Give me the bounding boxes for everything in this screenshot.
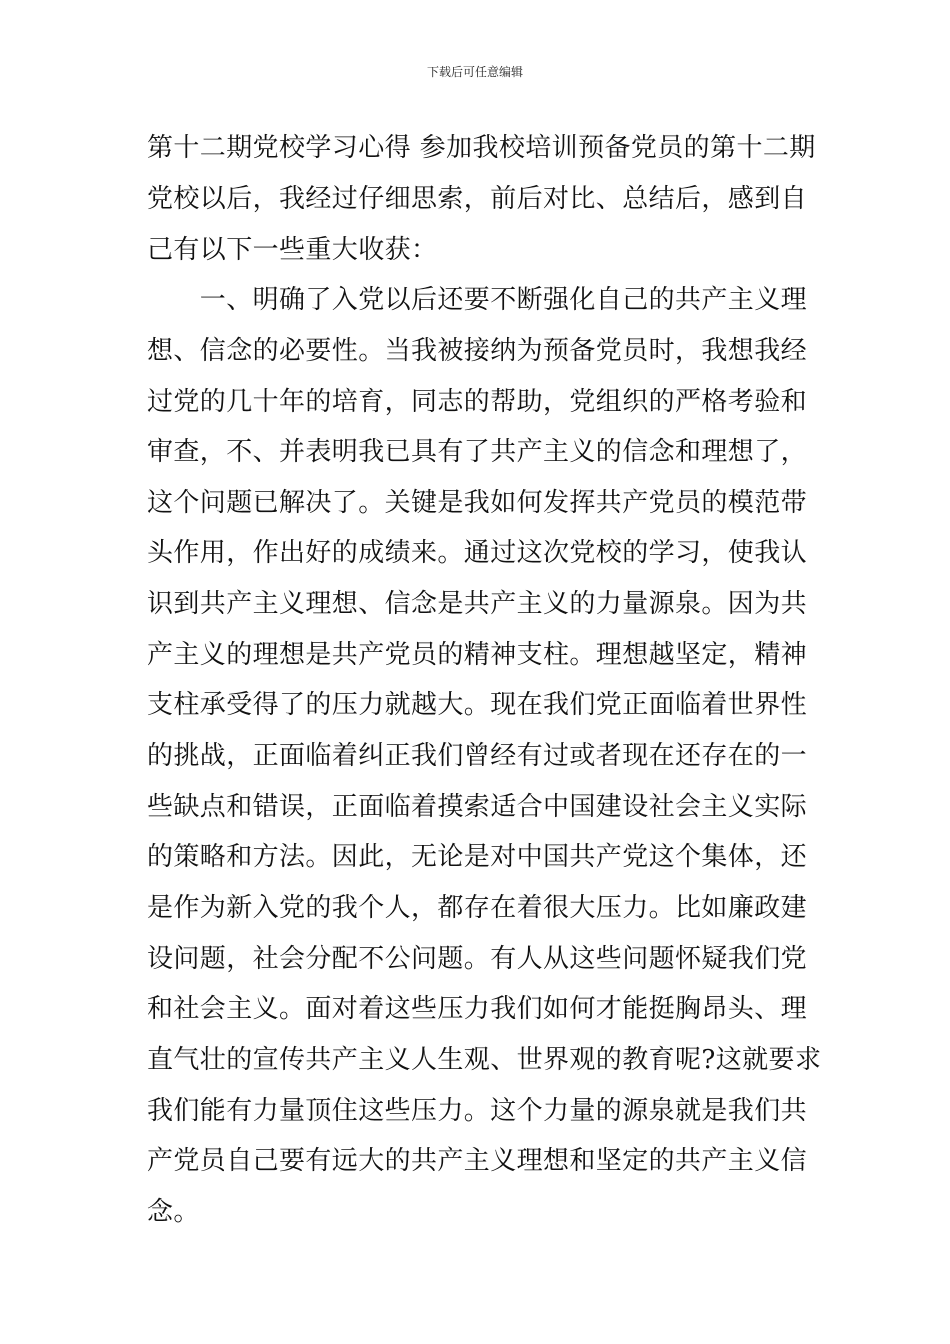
body-line-18: 和社会主义。面对着这些压力我们如何才能挺胸昂头、理 <box>147 994 808 1024</box>
body-line-14: 些缺点和错误，正面临着摸索适合中国建设社会主义实际 <box>147 792 808 822</box>
body-line-12: 支柱承受得了的压力就越大。现在我们党正面临着世界性 <box>147 690 808 720</box>
body-line-4: 一、明确了入党以后还要不断强化自己的共产主义理 <box>147 285 808 315</box>
body-line-3: 己有以下一些重大收获： <box>147 235 438 265</box>
body-line-1: 第十二期党校学习心得 参加我校培训预备党员的第十二期 <box>147 133 816 163</box>
body-line-5: 想、信念的必要性。当我被接纳为预备党员时，我想我经 <box>147 336 808 366</box>
body-line-13: 的挑战，正面临着纠正我们曾经有过或者现在还存在的一 <box>147 741 808 771</box>
body-line-20: 我们能有力量顶住这些压力。这个力量的源泉就是我们共 <box>147 1096 808 1126</box>
body-line-10: 识到共产主义理想、信念是共产主义的力量源泉。因为共 <box>147 589 808 619</box>
body-line-15: 的策略和方法。因此，无论是对中国共产党这个集体，还 <box>147 842 808 872</box>
body-line-17: 设问题，社会分配不公问题。有人从这些问题怀疑我们党 <box>147 944 808 974</box>
page-header: 下载后可任意编辑 <box>426 65 523 79</box>
body-line-6: 过党的几十年的培育，同志的帮助，党组织的严格考验和 <box>147 387 808 417</box>
body-line-11: 产主义的理想是共产党员的精神支柱。理想越坚定，精神 <box>147 640 808 670</box>
body-line-21: 产党员自己要有远大的共产主义理想和坚定的共产主义信 <box>147 1146 808 1176</box>
body-line-7: 审查，不、并表明我已具有了共产主义的信念和理想了， <box>147 437 808 467</box>
body-line-22: 念。 <box>147 1197 200 1227</box>
body-line-9: 头作用，作出好的成绩来。通过这次党校的学习，使我认 <box>147 538 808 568</box>
body-line-16: 是作为新入党的我个人，都存在着很大压力。比如廉政建 <box>147 893 808 923</box>
body-line-8: 这个问题已解决了。关键是我如何发挥共产党员的模范带 <box>147 488 808 518</box>
body-line-2: 党校以后，我经过仔细思索，前后对比、总结后，感到自 <box>147 184 808 214</box>
body-line-19: 直气壮的宣传共产主义人生观、世界观的教育呢?这就要求 <box>147 1045 822 1075</box>
